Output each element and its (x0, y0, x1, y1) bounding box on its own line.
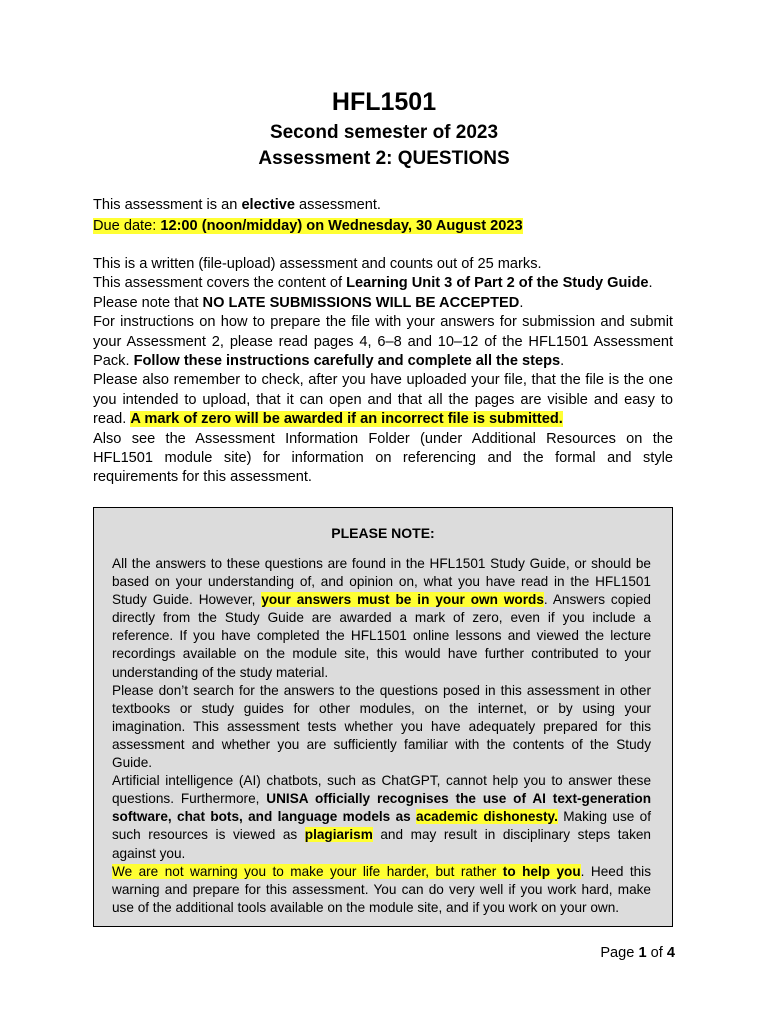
elective-word: elective (241, 197, 295, 213)
unisa-recognises: UNISA officially recognises the use of AI text-generation software, chat bots, and language models as (112, 791, 652, 825)
late-text: Please note that (93, 294, 203, 311)
upload-period: . (560, 353, 565, 370)
due-date-label: Due date: (93, 218, 161, 234)
note-warning (112, 863, 651, 917)
please-note-body (112, 555, 651, 917)
follow-instructions: Follow these instructions carefully and complete all the steps (133, 353, 561, 370)
late-warning: NO LATE SUBMISSIONS WILL BE ACCEPTED (202, 294, 520, 311)
elective-text-1: This assessment is an (93, 197, 242, 213)
learning-unit: Learning Unit 3 of Part 2 of the Study Guide (346, 275, 649, 292)
please-note-title: PLEASE NOTE: (331, 525, 435, 541)
note-ai-text: Artificial intelligence (AI) chatbots, such as ChatGPT, cannot help you to answer these questions. Furthermore, (112, 773, 651, 807)
of-label: of (646, 945, 667, 961)
elective-text-2: assessment. (295, 197, 381, 213)
own-words-highlight: your answers must be in your own words (261, 592, 544, 608)
late-period: . (519, 294, 524, 311)
note-ai-text-2: Making use of such resources is viewed as (112, 809, 651, 843)
due-date-line (93, 217, 673, 236)
check-text: Please also remember to check, after you have uploaded your file, that the file is the one you intended to upload, that it can open and that all the pages are visible and easy to read. (93, 372, 673, 428)
upload-text: For instructions on how to prepare the file with your answers for submission and submit your Assessment 2, please read pages 4, 6–8 and 10–12 of the HFL1501 Assessment Pack. (93, 314, 673, 370)
plagiarism-highlight: plagiarism (304, 827, 373, 843)
info-folder-line: Also see the Assessment Information Folder (under Additional Resources on the HFL1501 module site) for information on referencing and the formal and style requirements for this assessment. (93, 430, 673, 486)
course-code: HFL1501 (331, 88, 437, 116)
total-pages: 4 (666, 945, 675, 961)
page-label: Page (600, 945, 639, 961)
note-text-1: All the answers to these questions are found in the HFL1501 Study Guide, or should be based on your understanding of, and opinion on, what you have read in the HFL1501 Study Guide. However, (112, 556, 651, 608)
elective-line (93, 196, 673, 215)
note-warning-text: . Heed this warning and prepare for this assessment. You can do very well if you work hard, make use of the additional tools available on the module site, and if you work on your own. (112, 863, 651, 915)
note-text-2: . Answers copied directly from the Study Guide are awarded a mark of zero, even if you include a reference. If you have completed the HFL1501 online lessons and viewed the lecture recordings available on the module site, this would have further contributed to your understanding of the study material. (112, 592, 651, 680)
note-own-words (112, 555, 651, 682)
note-ai (112, 772, 651, 862)
marks-line: This is a written (file-upload) assessment and counts out of 25 marks. (93, 256, 542, 272)
content-period: . (648, 275, 653, 292)
late-submissions-line (93, 294, 673, 313)
instructions-paragraph (93, 255, 673, 488)
upload-instructions (93, 313, 673, 371)
semester-heading: Second semester of 2023 (269, 122, 499, 143)
content-line (93, 274, 673, 293)
due-date-value: 12:00 (noon/midday) on Wednesday, 30 August 2023 (160, 218, 523, 234)
please-note-box (93, 507, 673, 927)
note-no-search: Please don’t search for the answers to the questions posed in this assessment in other textbooks or study guides for other modules, on the internet, or by using your imagination. This assessment tests whether you have adequately prepared for this assessment and whether you are sufficiently familiar with the contents of the Study Guide. (112, 682, 651, 771)
help-you-highlight: to help you (502, 863, 581, 879)
current-page: 1 (638, 945, 647, 961)
assessment-heading: Assessment 2: QUESTIONS (258, 148, 510, 169)
academic-dishonesty-highlight: academic dishonesty. (416, 809, 558, 825)
zero-mark-warning: A mark of zero will be awarded if an incorrect file is submitted. (130, 411, 563, 428)
note-ai-text-3: and may result in disciplinary steps taken against you. (112, 827, 651, 861)
page-number (600, 945, 675, 961)
check-file-instructions (93, 371, 673, 429)
content-text: This assessment covers the content of (93, 275, 347, 292)
warning-highlight: We are not warning you to make your life harder, but rather (112, 863, 503, 879)
